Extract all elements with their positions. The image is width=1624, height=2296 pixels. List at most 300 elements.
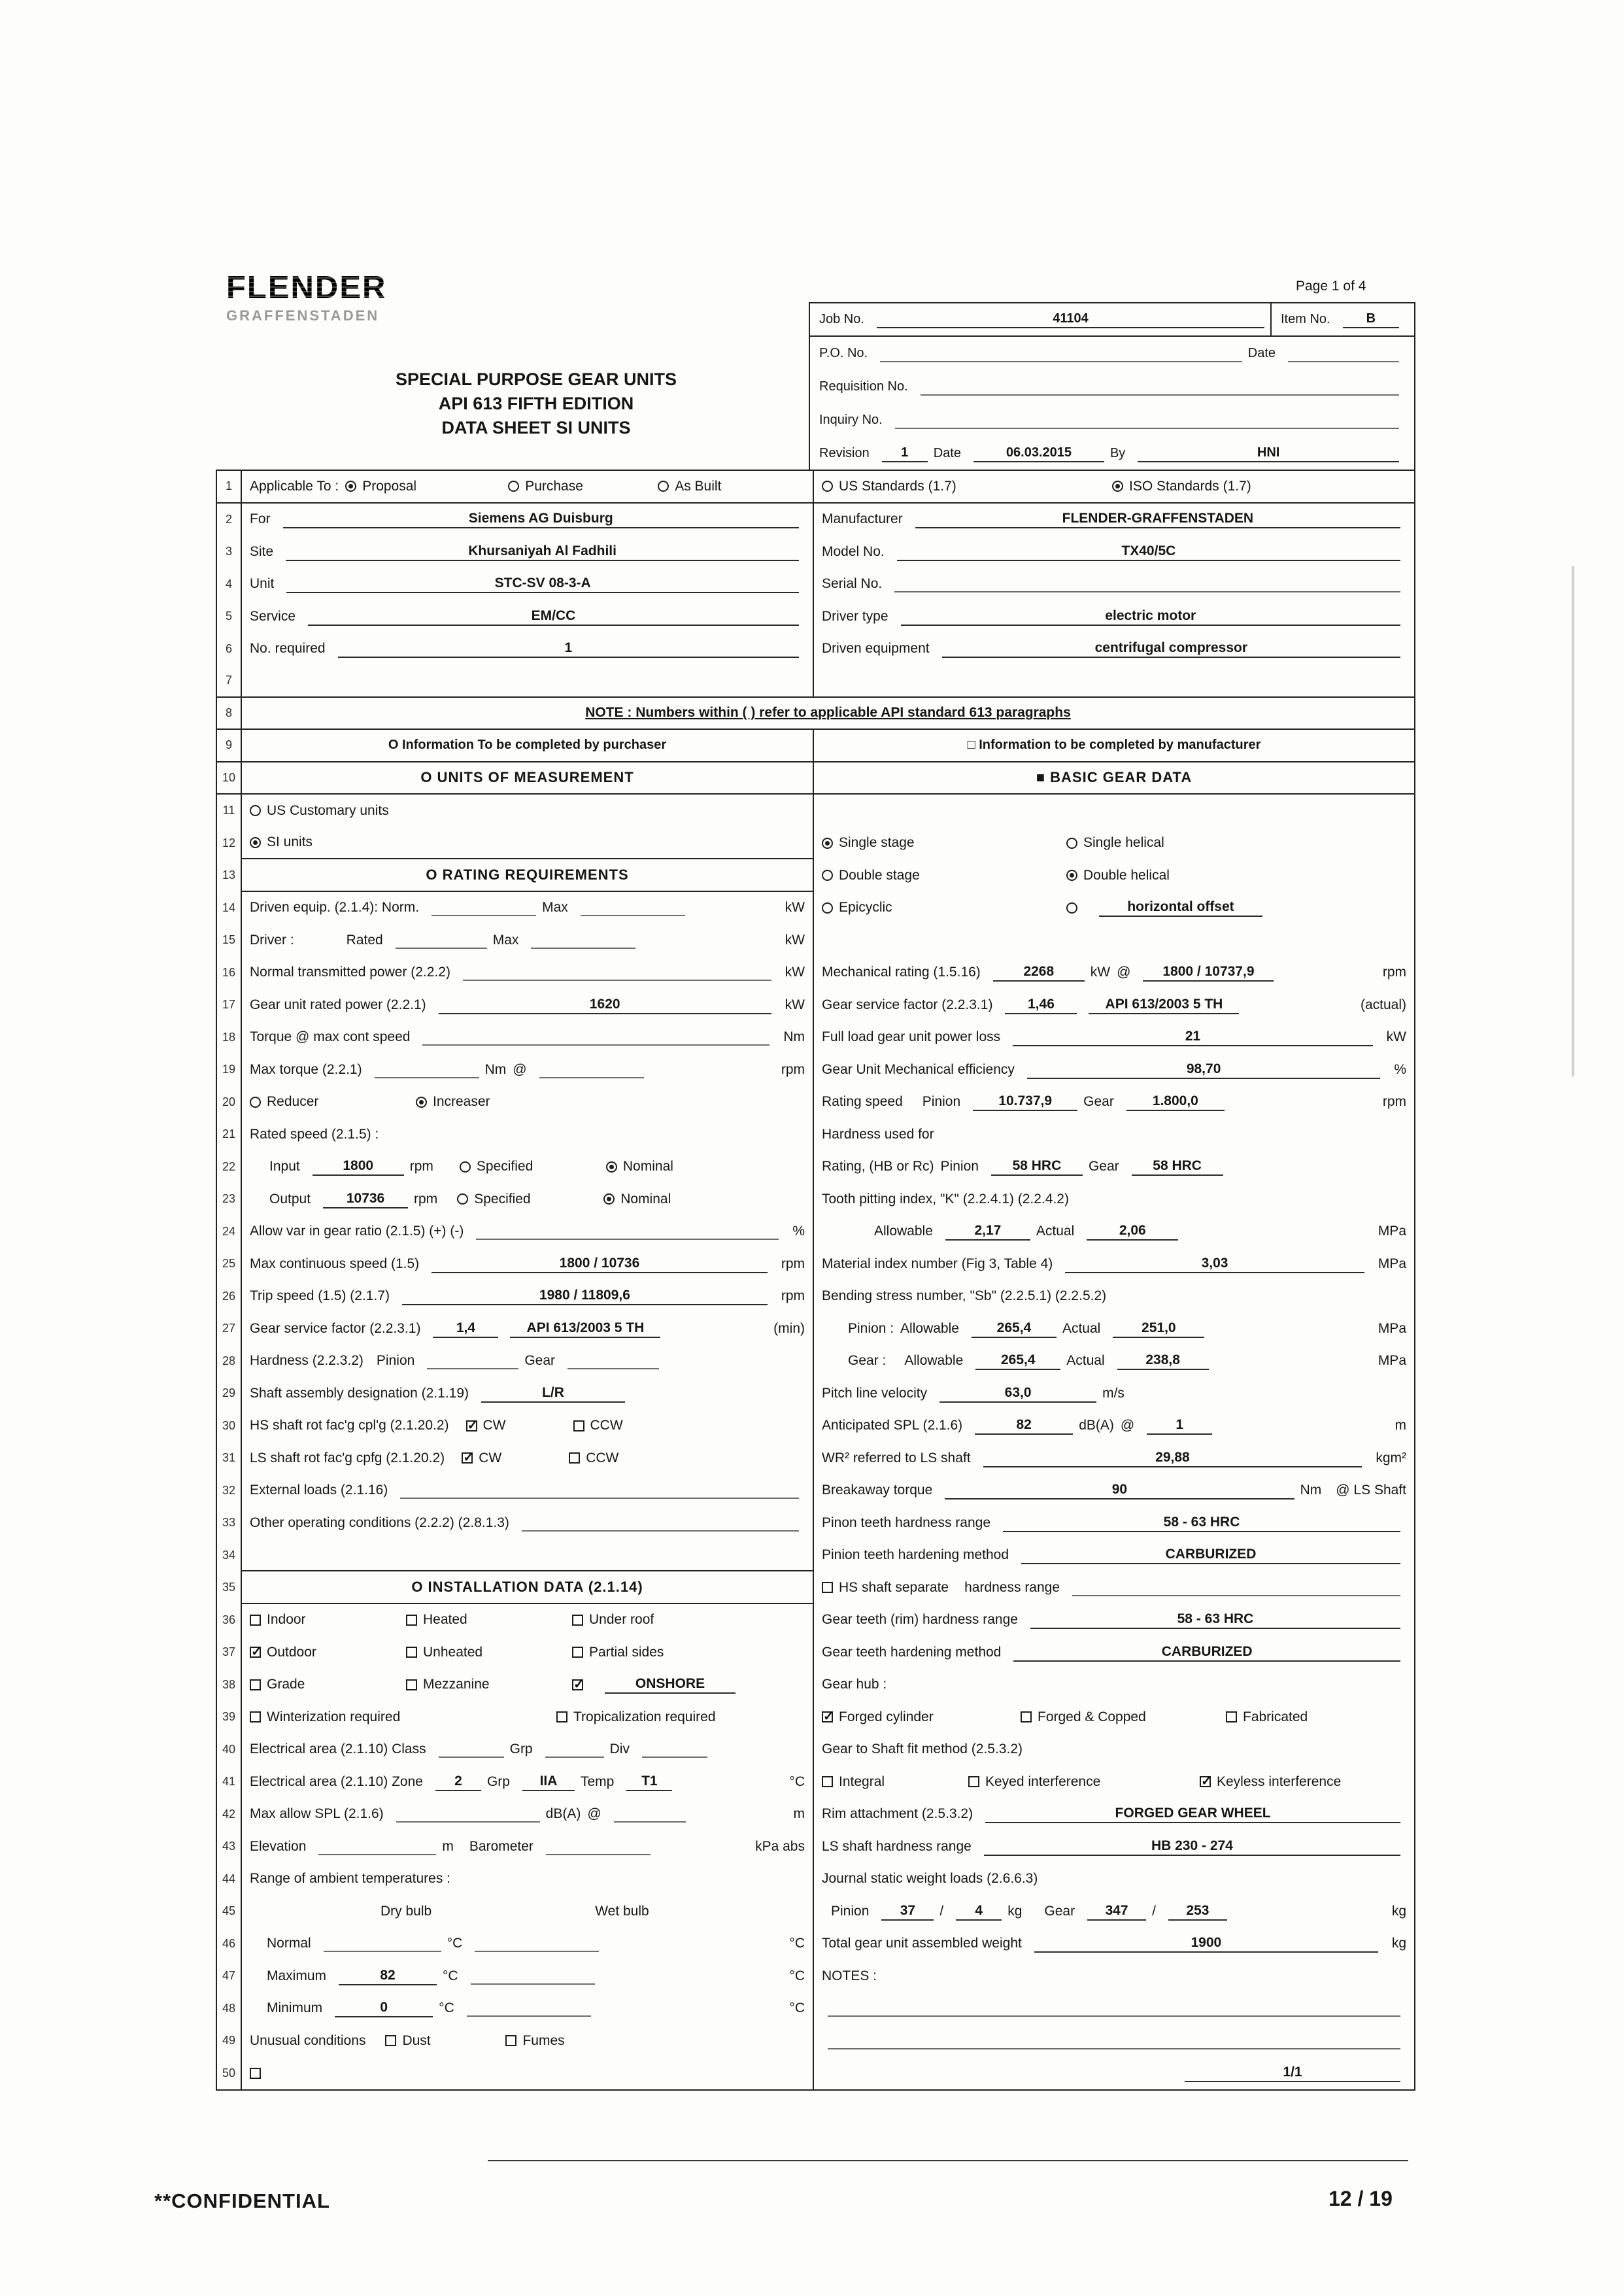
radio-epicyclic[interactable] bbox=[822, 900, 1051, 916]
blank-field[interactable] bbox=[431, 899, 536, 916]
logo-text: FLENDER bbox=[226, 270, 387, 305]
field-value: 1900 bbox=[1034, 1934, 1378, 1953]
checkbox-icon bbox=[822, 1711, 833, 1722]
checkbox-cw[interactable] bbox=[466, 1418, 558, 1433]
job-row-5 bbox=[810, 437, 1414, 470]
field-value: 1/1 bbox=[1185, 2064, 1400, 2082]
form-row-31 bbox=[217, 1442, 1414, 1475]
field-value: CARBURIZED bbox=[1021, 1546, 1400, 1564]
radio-icon bbox=[822, 481, 833, 492]
row-number: 4 bbox=[217, 568, 242, 601]
field-label-grp: Grp bbox=[486, 1773, 510, 1789]
checkbox-ccw[interactable] bbox=[569, 1450, 618, 1466]
field-label-wet-bulb: Wet bulb bbox=[595, 1903, 649, 1919]
form-row-21 bbox=[217, 1118, 1414, 1151]
row-right bbox=[813, 989, 1414, 1021]
radio-us-standards-1-7[interactable] bbox=[822, 479, 1096, 494]
field-value: 2,06 bbox=[1087, 1222, 1178, 1241]
note-text: NOTE : Numbers within ( ) refer to applicable API standard 613 paragraphs bbox=[585, 705, 1071, 721]
radio-double-helical[interactable] bbox=[1066, 868, 1170, 883]
checkbox-ccw[interactable] bbox=[573, 1418, 623, 1433]
field-value: centrifugal compressor bbox=[942, 640, 1400, 658]
field-value: 2,17 bbox=[945, 1222, 1030, 1241]
row-number: 2 bbox=[217, 504, 242, 536]
field-label-driven-equipment: Driven equipment bbox=[822, 641, 930, 657]
checkbox-icon bbox=[573, 1420, 584, 1431]
row-number: 33 bbox=[217, 1507, 242, 1539]
row-right bbox=[813, 1021, 1414, 1054]
option-label: Double helical bbox=[1083, 867, 1170, 883]
field-value: Siemens AG Duisburg bbox=[283, 510, 800, 528]
radio-icon bbox=[822, 870, 833, 881]
row-number: 23 bbox=[217, 1183, 242, 1216]
checkbox-icon bbox=[406, 1615, 417, 1626]
blank-field[interactable] bbox=[531, 932, 635, 949]
blank-field[interactable] bbox=[324, 1935, 441, 1952]
blank-field[interactable] bbox=[476, 1223, 779, 1240]
blank-field[interactable] bbox=[894, 575, 1400, 592]
blank-field[interactable] bbox=[475, 1935, 599, 1952]
field-value: 10736 bbox=[323, 1190, 408, 1208]
radio-specified[interactable] bbox=[457, 1191, 588, 1207]
form-row-40 bbox=[217, 1734, 1414, 1766]
field-label-gear: Gear bbox=[524, 1353, 555, 1369]
field-value: 1800 bbox=[313, 1157, 404, 1176]
section-header: O RATING REQUIREMENTS bbox=[426, 866, 629, 883]
row-left bbox=[242, 2057, 813, 2090]
checkbox-partial-sides[interactable] bbox=[572, 1645, 664, 1660]
row-number: 3 bbox=[217, 536, 242, 568]
unit-label: kW bbox=[785, 900, 805, 916]
field-label-c: °C bbox=[447, 1936, 463, 1951]
field-label-bending-stress-number-sb-2-2-5-1-2-2-5-2: Bending stress number, "Sb" (2.2.5.1) (2.2.5.2) bbox=[822, 1288, 1107, 1304]
unit-label: (min) bbox=[773, 1320, 805, 1336]
row-right bbox=[813, 730, 1414, 761]
row-number: 25 bbox=[217, 1248, 242, 1280]
option-label: US Standards (1.7) bbox=[839, 478, 956, 494]
field-label-ls-shaft-hardness-range: LS shaft hardness range bbox=[822, 1838, 972, 1854]
checkbox-icon bbox=[572, 1679, 583, 1690]
unit-label: % bbox=[792, 1224, 805, 1239]
blank-field[interactable] bbox=[467, 2000, 591, 2017]
field-value: 29,88 bbox=[983, 1449, 1362, 1467]
field-label-barometer: Barometer bbox=[469, 1838, 533, 1854]
field-label-anticipated-spl-2-1-6: Anticipated SPL (2.1.6) bbox=[822, 1418, 963, 1433]
form-row-41 bbox=[217, 1766, 1414, 1798]
field-label-electrical-area-2-1-10-zone: Electrical area (2.1.10) Zone bbox=[250, 1773, 423, 1789]
row-right bbox=[813, 1830, 1414, 1863]
form-row-29 bbox=[217, 1377, 1414, 1410]
field-label-notes: NOTES : bbox=[822, 1968, 877, 1983]
field-value: 37 bbox=[881, 1902, 934, 1921]
option-label: Reducer bbox=[267, 1094, 319, 1110]
row-number: 26 bbox=[217, 1280, 242, 1313]
option-label: Keyless interference bbox=[1217, 1773, 1342, 1789]
checkbox-cw[interactable] bbox=[462, 1450, 553, 1466]
checkbox-icon bbox=[572, 1615, 583, 1626]
option-label: Increaser bbox=[433, 1094, 490, 1110]
blank-field[interactable] bbox=[581, 899, 685, 916]
row-left bbox=[242, 1086, 813, 1119]
radio-icon bbox=[250, 805, 261, 816]
field-label-temp: Temp bbox=[580, 1773, 615, 1789]
form-row-36 bbox=[217, 1604, 1414, 1637]
field-label-nm: Nm bbox=[484, 1061, 507, 1077]
form-row-37 bbox=[217, 1636, 1414, 1669]
row-right bbox=[813, 1410, 1414, 1443]
option-label: Mezzanine bbox=[423, 1677, 490, 1692]
option-label: Grade bbox=[267, 1677, 305, 1692]
checkbox-unheated[interactable] bbox=[406, 1645, 556, 1660]
unit-label: MPa bbox=[1378, 1256, 1406, 1271]
field-value: 58 - 63 HRC bbox=[1003, 1514, 1400, 1532]
title-line-3: DATA SHEET SI UNITS bbox=[441, 418, 631, 437]
form-row-49 bbox=[217, 2025, 1414, 2057]
radio-as-built[interactable] bbox=[658, 479, 721, 494]
row-left bbox=[242, 1507, 813, 1539]
radio-si-units[interactable] bbox=[250, 834, 313, 850]
checkbox-option[interactable] bbox=[572, 1679, 583, 1690]
field-label-field: @ bbox=[1120, 1418, 1135, 1433]
checkbox-tropicalization-required[interactable] bbox=[556, 1709, 716, 1725]
field-label-dry-bulb: Dry bulb bbox=[381, 1903, 432, 1919]
radio-specified[interactable] bbox=[460, 1159, 590, 1174]
field-value: FORGED GEAR WHEEL bbox=[985, 1805, 1400, 1823]
blank-field[interactable] bbox=[375, 1061, 479, 1078]
unit-label: Nm bbox=[783, 1029, 805, 1045]
checkbox-fabricated[interactable] bbox=[1226, 1709, 1308, 1725]
blank-field[interactable] bbox=[567, 1352, 659, 1369]
checkbox-winterization-required[interactable] bbox=[250, 1709, 541, 1725]
form-row-7 bbox=[217, 665, 1414, 698]
row-number: 39 bbox=[217, 1701, 242, 1734]
form-row-27 bbox=[217, 1312, 1414, 1345]
field-label-actual: Actual bbox=[1036, 1224, 1075, 1239]
blank-field[interactable] bbox=[828, 2000, 1400, 2017]
radio-purchase[interactable] bbox=[508, 479, 642, 494]
field-label-kw: kW bbox=[1090, 965, 1111, 980]
radio-proposal[interactable] bbox=[345, 479, 492, 494]
radio-icon bbox=[658, 481, 669, 492]
checkbox-keyed-interference[interactable] bbox=[968, 1774, 1184, 1790]
row-right bbox=[813, 1895, 1414, 1928]
checkbox-keyless-interference[interactable] bbox=[1200, 1774, 1341, 1790]
blank-field[interactable] bbox=[642, 1741, 707, 1758]
field-value: 82 bbox=[975, 1416, 1073, 1435]
field-label-actual: Actual bbox=[1066, 1353, 1105, 1369]
field-label-for: For bbox=[250, 511, 271, 527]
field-label-external-loads-2-1-16: External loads (2.1.16) bbox=[250, 1482, 388, 1498]
field-label-allowable: Allowable bbox=[900, 1320, 959, 1336]
row-right bbox=[813, 762, 1414, 794]
document-title bbox=[307, 368, 765, 440]
revision-by-value: HNI bbox=[1138, 445, 1399, 462]
field-label-rated-speed-2-1-5: Rated speed (2.1.5) : bbox=[250, 1126, 379, 1142]
row-number: 14 bbox=[217, 892, 242, 925]
option-label: Winterization required bbox=[267, 1709, 401, 1724]
row-right bbox=[813, 1960, 1414, 1993]
row-left bbox=[242, 1830, 813, 1863]
unit-label: °C bbox=[789, 2000, 805, 2016]
option-label: SI units bbox=[267, 834, 313, 850]
revision-label: Revision bbox=[819, 446, 870, 460]
unit-label: MPa bbox=[1378, 1320, 1406, 1336]
field-value: 98,70 bbox=[1027, 1061, 1380, 1079]
field-label-m-s: m/s bbox=[1102, 1385, 1125, 1401]
date-blank[interactable] bbox=[1288, 345, 1399, 362]
row-right bbox=[813, 1216, 1414, 1248]
checkbox-icon bbox=[822, 1776, 833, 1787]
requisition-blank[interactable] bbox=[921, 379, 1399, 396]
radio-increaser[interactable] bbox=[416, 1094, 490, 1110]
option-label: Forged cylinder bbox=[839, 1709, 934, 1724]
row-right bbox=[813, 1118, 1414, 1151]
blank-field[interactable] bbox=[614, 1806, 686, 1823]
row-number: 11 bbox=[217, 795, 242, 827]
radio-double-stage[interactable] bbox=[822, 868, 1051, 883]
row-number: 49 bbox=[217, 2025, 242, 2057]
field-label-rated: Rated bbox=[346, 932, 383, 948]
radio-icon bbox=[606, 1161, 617, 1173]
row-left bbox=[242, 1216, 813, 1248]
option-label: Heated bbox=[423, 1612, 467, 1628]
row-number: 13 bbox=[217, 859, 242, 892]
unit-label: rpm bbox=[781, 1288, 805, 1304]
row-right bbox=[813, 1863, 1414, 1896]
radio-icon bbox=[457, 1193, 468, 1205]
job-row-2 bbox=[810, 337, 1414, 370]
field-label-m: m bbox=[442, 1838, 454, 1854]
radio-single-stage[interactable] bbox=[822, 835, 1051, 851]
blank-field[interactable] bbox=[439, 1741, 504, 1758]
blank-field[interactable] bbox=[463, 964, 771, 981]
row-right bbox=[813, 1928, 1414, 1961]
blank-field[interactable] bbox=[539, 1061, 644, 1078]
row-right bbox=[813, 1993, 1414, 2025]
row-right bbox=[813, 568, 1414, 601]
radio-nominal[interactable] bbox=[603, 1191, 671, 1207]
row-left bbox=[242, 1280, 813, 1313]
unit-label: kPa abs bbox=[755, 1838, 805, 1854]
checkbox-forged-cylinder[interactable] bbox=[822, 1709, 1005, 1725]
checkbox-icon bbox=[406, 1647, 417, 1658]
checkbox-icon bbox=[466, 1420, 477, 1431]
field-label-rpm: rpm bbox=[409, 1159, 433, 1174]
form-row-30 bbox=[217, 1410, 1414, 1443]
option-label: Outdoor bbox=[267, 1644, 316, 1660]
checkbox-mezzanine[interactable] bbox=[406, 1677, 556, 1692]
blank-field[interactable] bbox=[318, 1838, 436, 1855]
checkbox-heated[interactable] bbox=[406, 1612, 556, 1628]
field-value: 2268 bbox=[993, 963, 1085, 982]
checkbox-integral[interactable] bbox=[822, 1774, 953, 1790]
row-right bbox=[813, 600, 1414, 633]
field-label-div: Div bbox=[609, 1741, 630, 1757]
row-right bbox=[813, 1151, 1414, 1184]
row-right bbox=[813, 1507, 1414, 1539]
checkbox-dust[interactable] bbox=[385, 2033, 490, 2049]
option-label: Indoor bbox=[267, 1612, 306, 1628]
row-left bbox=[242, 1151, 813, 1184]
unit-label: kgm² bbox=[1376, 1450, 1406, 1465]
radio-nominal[interactable] bbox=[606, 1159, 673, 1174]
row-number: 41 bbox=[217, 1766, 242, 1798]
row-number: 7 bbox=[217, 665, 242, 696]
po-no-blank[interactable] bbox=[880, 345, 1242, 362]
form-row-22 bbox=[217, 1151, 1414, 1184]
radio-iso-standards-1-7[interactable] bbox=[1112, 479, 1251, 494]
field-label-field: @ bbox=[513, 1061, 527, 1077]
blank-field[interactable] bbox=[522, 1515, 799, 1532]
checkbox-icon bbox=[1200, 1776, 1211, 1787]
row-left bbox=[242, 1539, 813, 1572]
field-label-pinion: Pinion : bbox=[848, 1320, 894, 1336]
row-right bbox=[813, 1248, 1414, 1280]
row-right bbox=[813, 1377, 1414, 1410]
field-label-driver-type: Driver type bbox=[822, 608, 888, 624]
form-row-28 bbox=[217, 1345, 1414, 1378]
blank-field[interactable] bbox=[396, 932, 487, 949]
unit-label: rpm bbox=[1382, 1094, 1406, 1110]
field-value: Khursaniyah Al Fadhili bbox=[286, 543, 799, 561]
row-right bbox=[813, 1442, 1414, 1475]
row-left bbox=[242, 1183, 813, 1216]
form-row-47 bbox=[217, 1960, 1414, 1993]
radio-icon bbox=[822, 902, 833, 914]
checkbox-option[interactable] bbox=[250, 2068, 261, 2079]
form-row-25 bbox=[217, 1248, 1414, 1280]
field-label-material-index-number-fig-3-table-4: Material index number (Fig 3, Table 4) bbox=[822, 1256, 1053, 1271]
row-left bbox=[242, 924, 813, 957]
unit-label: @ LS Shaft bbox=[1336, 1482, 1406, 1498]
inquiry-blank[interactable] bbox=[895, 412, 1399, 429]
checkbox-under-roof[interactable] bbox=[572, 1612, 654, 1628]
form-row-26 bbox=[217, 1280, 1414, 1313]
row-right bbox=[813, 1475, 1414, 1507]
checkbox-icon bbox=[822, 1582, 833, 1593]
blank-field[interactable] bbox=[471, 1968, 595, 1985]
row-left bbox=[242, 665, 813, 696]
field-label-maximum: Maximum bbox=[267, 1968, 327, 1983]
form-row-16 bbox=[217, 957, 1414, 989]
form-row-10 bbox=[217, 762, 1414, 795]
field-label-max: Max bbox=[542, 900, 568, 916]
row-left bbox=[242, 536, 813, 568]
blank-field[interactable] bbox=[422, 1029, 770, 1046]
field-value: API 613/2003 5 TH bbox=[510, 1320, 660, 1338]
field-label-pinion: Pinion bbox=[376, 1353, 415, 1369]
blank-field[interactable] bbox=[828, 2032, 1400, 2049]
field-value: 1,4 bbox=[433, 1320, 498, 1338]
field-label-output: Output bbox=[269, 1191, 311, 1207]
blank-field[interactable] bbox=[400, 1482, 799, 1499]
row-number: 1 bbox=[217, 471, 242, 502]
checkbox-icon bbox=[250, 1679, 261, 1690]
unit-label: rpm bbox=[781, 1061, 805, 1077]
row-right bbox=[813, 471, 1414, 502]
unit-label: (actual) bbox=[1360, 997, 1406, 1012]
row-right bbox=[813, 1734, 1414, 1766]
row-left bbox=[242, 892, 813, 925]
form-row-38 bbox=[217, 1669, 1414, 1702]
blank-field[interactable] bbox=[427, 1352, 518, 1369]
blank-field[interactable] bbox=[546, 1838, 651, 1855]
blank-field[interactable] bbox=[545, 1741, 604, 1758]
radio-us-customary-units[interactable] bbox=[250, 803, 389, 819]
row-number: 19 bbox=[217, 1054, 242, 1086]
row-number: 37 bbox=[217, 1636, 242, 1669]
field-label-breakaway-torque: Breakaway torque bbox=[822, 1482, 933, 1498]
field-value: ONSHORE bbox=[605, 1675, 736, 1694]
blank-field[interactable] bbox=[396, 1806, 540, 1823]
field-label-field: @ bbox=[1117, 965, 1131, 980]
row-left bbox=[242, 471, 813, 502]
row-number: 35 bbox=[217, 1571, 242, 1604]
row-left bbox=[242, 1442, 813, 1475]
unit-label: °C bbox=[789, 1968, 805, 1983]
checkbox-forged-copped[interactable] bbox=[1021, 1709, 1210, 1725]
row-right bbox=[813, 1054, 1414, 1086]
field-label-rating-hb-or-rc: Rating, (HB or Rc) bbox=[822, 1159, 934, 1174]
row-left bbox=[242, 1863, 813, 1896]
row-number: 32 bbox=[217, 1475, 242, 1507]
job-row-3 bbox=[810, 370, 1414, 403]
field-value: horizontal offset bbox=[1099, 899, 1262, 917]
field-label-c: °C bbox=[439, 2000, 454, 2016]
field-value: L/R bbox=[481, 1384, 625, 1403]
form-row-15 bbox=[217, 924, 1414, 957]
radio-reducer[interactable] bbox=[250, 1094, 400, 1110]
field-label-tooth-pitting-index-k-2-2-4-1-2-2-4-2: Tooth pitting index, "K" (2.2.4.1) (2.2.4.2) bbox=[822, 1191, 1069, 1207]
field-value: STC-SV 08-3-A bbox=[286, 575, 799, 593]
row-number: 20 bbox=[217, 1086, 242, 1119]
radio-icon bbox=[250, 837, 261, 848]
option-label: Unheated bbox=[423, 1644, 483, 1660]
radio-single-helical[interactable] bbox=[1066, 835, 1164, 851]
checkbox-grade[interactable] bbox=[250, 1677, 390, 1692]
field-label-hardness-used-for: Hardness used for bbox=[822, 1126, 934, 1142]
checkbox-hs-shaft-separate[interactable] bbox=[822, 1580, 949, 1596]
checkbox-fumes[interactable] bbox=[505, 2033, 564, 2049]
row-left bbox=[242, 600, 813, 633]
field-value: 1620 bbox=[439, 996, 771, 1014]
field-label-grp: Grp bbox=[509, 1741, 533, 1757]
row-number: 42 bbox=[217, 1798, 242, 1831]
radio-option[interactable] bbox=[1066, 902, 1077, 914]
unit-label: kg bbox=[1391, 1903, 1406, 1919]
unit-label: °C bbox=[789, 1773, 805, 1789]
option-label: ISO Standards (1.7) bbox=[1129, 478, 1251, 494]
section-header: O INSTALLATION DATA (2.1.14) bbox=[411, 1578, 643, 1595]
option-label: Forged & Copped bbox=[1038, 1709, 1146, 1724]
checkbox-icon bbox=[462, 1452, 473, 1464]
row-number: 47 bbox=[217, 1960, 242, 1993]
field-value: HB 230 - 274 bbox=[984, 1838, 1400, 1856]
form-row-35 bbox=[217, 1571, 1414, 1604]
form-row-9 bbox=[217, 730, 1414, 762]
option-label: CCW bbox=[590, 1418, 623, 1433]
checkbox-outdoor[interactable] bbox=[250, 1645, 390, 1660]
form-row-12 bbox=[217, 827, 1414, 860]
field-value: 58 - 63 HRC bbox=[1030, 1611, 1400, 1629]
field-label-gear-service-factor-2-2-3-1: Gear service factor (2.2.3.1) bbox=[250, 1320, 421, 1336]
field-label-total-gear-unit-assembled-weight: Total gear unit assembled weight bbox=[822, 1936, 1022, 1951]
option-label: Single stage bbox=[839, 835, 915, 851]
blank-field[interactable] bbox=[1072, 1579, 1400, 1596]
checkbox-indoor[interactable] bbox=[250, 1612, 390, 1628]
row-number: 24 bbox=[217, 1216, 242, 1248]
row-left bbox=[242, 730, 813, 761]
